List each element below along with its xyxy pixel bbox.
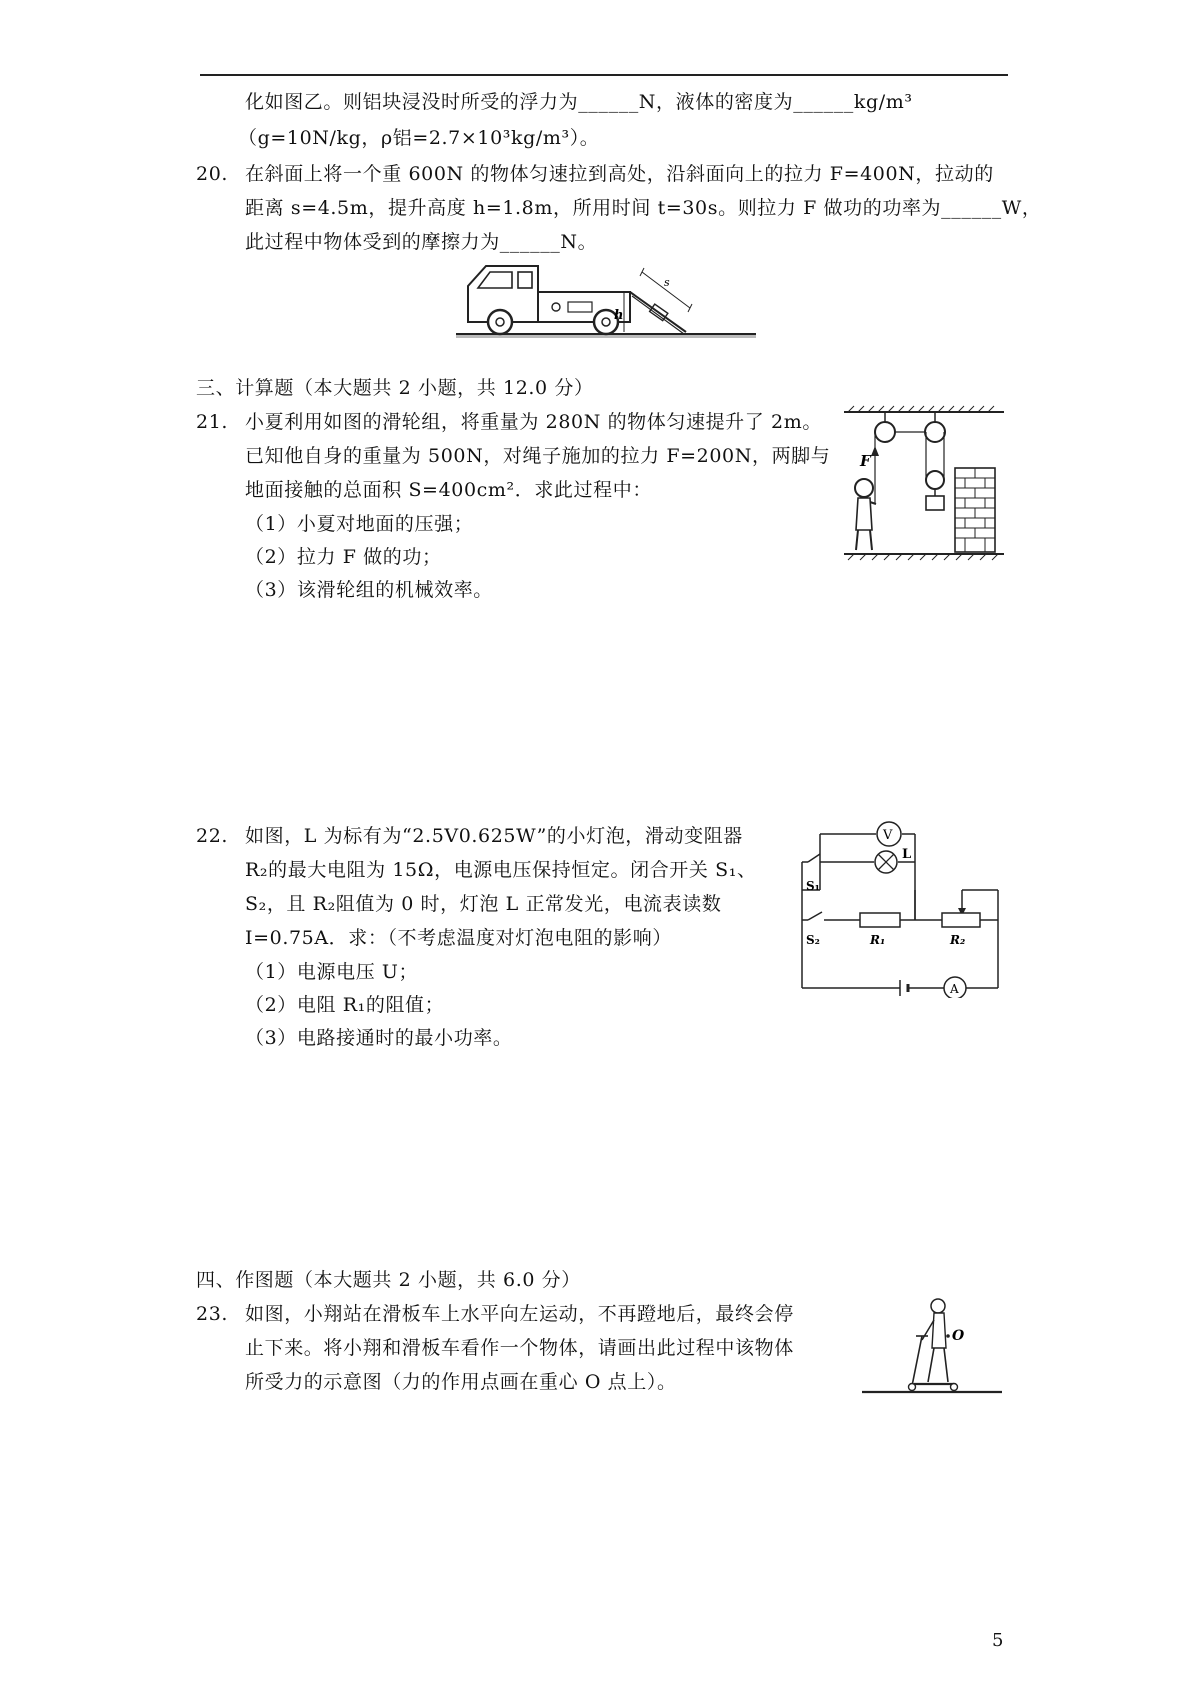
q23-number: 23.	[196, 1303, 229, 1325]
voltmeter-label: V	[883, 828, 893, 843]
ammeter-label: A	[950, 982, 959, 996]
q19-line2: （g=10N/kg，ρ铝=2.7×10³kg/m³）。	[238, 127, 600, 149]
q21-number: 21.	[196, 411, 229, 433]
q22-number: 22.	[196, 825, 229, 847]
switch-s2-label: S₂	[806, 933, 820, 947]
q22-sub1: （1）电源电压 U；	[245, 961, 419, 983]
q21-sub2: （2）拉力 F 做的功；	[245, 546, 442, 568]
lamp-label: L	[902, 847, 912, 862]
resistor-r2-label: R₂	[950, 933, 966, 947]
q22-line2: R₂的最大电阻为 15Ω，电源电压保持恒定。闭合开关 S₁、	[245, 859, 757, 881]
q21-line3: 地面接触的总面积 S=400cm²．求此过程中：	[245, 479, 652, 501]
q19-line1: 化如图乙。则铝块浸没时所受的浮力为______N，液体的密度为______kg/m³	[245, 91, 913, 113]
q22-sub3: （3）电路接通时的最小功率。	[245, 1027, 513, 1049]
pull-force-label: F	[860, 452, 871, 470]
page-number: 5	[992, 1630, 1004, 1651]
scooter-figure	[856, 1290, 1006, 1414]
pulley-figure	[840, 404, 1010, 569]
q22-line4: I=0.75A．求：（不考虑温度对灯泡电阻的影响）	[245, 927, 672, 949]
q23-line1: 如图，小翔站在滑板车上水平向左运动，不再蹬地后，最终会停	[245, 1303, 794, 1325]
q22-sub2: （2）电阻 R₁的阻值；	[245, 994, 445, 1016]
q21-line1: 小夏利用如图的滑轮组，将重量为 280N 的物体匀速提升了 2m。	[245, 411, 822, 433]
header-rule	[200, 74, 1008, 76]
q22-line3: S₂，且 R₂阻值为 0 时，灯泡 L 正常发光，电流表读数	[245, 893, 722, 915]
switch-s1-label: S₁	[806, 879, 820, 893]
q20-line3: 此过程中物体受到的摩擦力为______N。	[245, 231, 598, 253]
truck-ramp-figure	[456, 256, 756, 341]
q20-line2: 距离 s=4.5m，提升高度 h=1.8m，所用时间 t=30s。则拉力 F 做功的功率为______W，	[245, 197, 1042, 219]
section-4-title: 四、作图题（本大题共 2 小题，共 6.0 分）	[196, 1269, 581, 1291]
section-3-title: 三、计算题（本大题共 2 小题，共 12.0 分）	[196, 377, 594, 399]
q21-line2: 已知他自身的重量为 500N，对绳子施加的拉力 F=200N，两脚与	[245, 445, 831, 467]
ramp-h-label: h	[614, 308, 624, 323]
ramp-s-label: s	[664, 276, 670, 289]
q20-line1: 在斜面上将一个重 600N 的物体匀速拉到高处，沿斜面向上的拉力 F=400N，拉动的	[245, 163, 994, 185]
resistor-r1-label: R₁	[870, 933, 886, 947]
q21-sub3: （3）该滑轮组的机械效率。	[245, 579, 493, 601]
q21-sub1: （1）小夏对地面的压强；	[245, 513, 474, 535]
q22-line1: 如图，L 为标有为“2.5V0.625W”的小灯泡，滑动变阻器	[245, 825, 743, 847]
circuit-figure	[794, 820, 1006, 998]
q20-number: 20.	[196, 163, 229, 185]
q23-line3: 所受力的示意图（力的作用点画在重心 O 点上）。	[245, 1371, 677, 1393]
q23-line2: 止下来。将小翔和滑板车看作一个物体，请画出此过程中该物体	[245, 1337, 794, 1359]
center-of-gravity-label: O	[952, 1328, 965, 1344]
